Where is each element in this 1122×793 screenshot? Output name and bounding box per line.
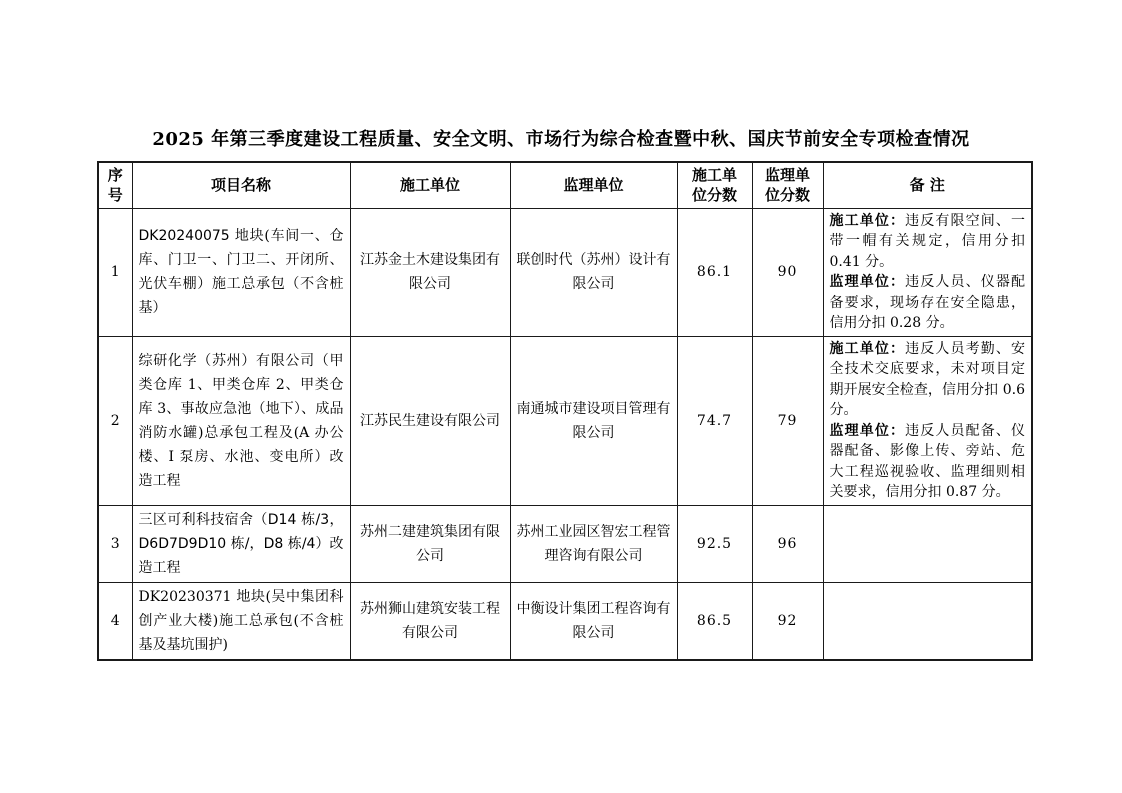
- remarks-cell: [823, 505, 1032, 582]
- inspection-table: [97, 161, 1033, 661]
- column-header-contractor-score: 施工单 位分数: [677, 162, 752, 208]
- contractor-score-cell: 74.7: [677, 336, 752, 505]
- row-number-cell: 2: [98, 336, 132, 505]
- supervisor-cell: 南通城市建设项目管理有限公司: [510, 336, 677, 505]
- project-name-cell: DK20240075 地块(车间一、仓库、门卫一、门卫二、开闭所、光伏车棚）施工总承包（不含桩基）: [132, 208, 350, 336]
- contractor-cell: 苏州狮山建筑安装工程有限公司: [350, 582, 510, 660]
- supervisor-score-cell: 96: [752, 505, 823, 582]
- column-header-supervisor: 监理单位: [510, 162, 677, 208]
- table-row: [98, 505, 1032, 582]
- column-header-remarks: 备 注: [823, 162, 1032, 208]
- table-body: [98, 208, 1032, 660]
- contractor-score-cell: 86.5: [677, 582, 752, 660]
- supervisor-score-cell: 79: [752, 336, 823, 505]
- supervisor-cell: 中衡设计集团工程咨询有限公司: [510, 582, 677, 660]
- header-row: [98, 162, 1032, 208]
- contractor-score-cell: 92.5: [677, 505, 752, 582]
- remarks-cell: [823, 336, 1032, 505]
- row-number-cell: 3: [98, 505, 132, 582]
- row-number-cell: 4: [98, 582, 132, 660]
- project-name-cell: DK20230371 地块(吴中集团科创产业大楼)施工总承包(不含桩基及基坑围护): [132, 582, 350, 660]
- remarks-cell: [823, 208, 1032, 336]
- supervisor-score-cell: 90: [752, 208, 823, 336]
- remark-paragraph: 监理单位：违反人员配备、仪器配备、影像上传、旁站、危大工程巡视验收、监理细则相关要求，信用分扣 0.87 分。: [829, 422, 1025, 500]
- table-header: [98, 162, 1032, 208]
- contractor-cell: 江苏金土木建设集团有限公司: [350, 208, 510, 336]
- remarks-cell: [823, 582, 1032, 660]
- contractor-cell: 苏州二建建筑集团有限公司: [350, 505, 510, 582]
- contractor-score-cell: 86.1: [677, 208, 752, 336]
- contractor-cell: 江苏民生建设有限公司: [350, 336, 510, 505]
- table-row: [98, 208, 1032, 336]
- column-header-supervisor-score: 监理单 位分数: [752, 162, 823, 208]
- project-name-cell: 三区可利科技宿舍（D14 栋/3，D6D7D9D10 栋/，D8 栋/4）改造工程: [132, 505, 350, 582]
- supervisor-score-cell: 92: [752, 582, 823, 660]
- supervisor-cell: 苏州工业园区智宏工程管理咨询有限公司: [510, 505, 677, 582]
- column-header-project-name: 项目名称: [132, 162, 350, 208]
- column-header-row-number: 序 号: [98, 162, 132, 208]
- remark-paragraph: 施工单位：违反人员考勤、安全技术交底要求，未对项目定期开展安全检查，信用分扣 0.6 分。: [829, 340, 1025, 418]
- table-row: [98, 336, 1032, 505]
- page-title: 2025 年第三季度建设工程质量、安全文明、市场行为综合检查暨中秋、国庆节前安全专项检查情况: [152, 129, 970, 150]
- column-header-contractor: 施工单位: [350, 162, 510, 208]
- supervisor-cell: 联创时代（苏州）设计有限公司: [510, 208, 677, 336]
- remark-paragraph: 施工单位：违反有限空间、一带一帽有关规定，信用分扣 0.41 分。: [829, 212, 1025, 270]
- row-number-cell: 1: [98, 208, 132, 336]
- table-row: [98, 582, 1032, 660]
- project-name-cell: 综研化学（苏州）有限公司（甲类仓库 1、甲类仓库 2、甲类仓库 3、事故应急池（地下）、成品消防水罐)总承包工程及(A 办公楼、I 泵房、水池、变电所）改造工程: [132, 336, 350, 505]
- remark-paragraph: 监理单位：违反人员、仪器配备要求，现场存在安全隐患，信用分扣 0.28 分。: [829, 274, 1025, 331]
